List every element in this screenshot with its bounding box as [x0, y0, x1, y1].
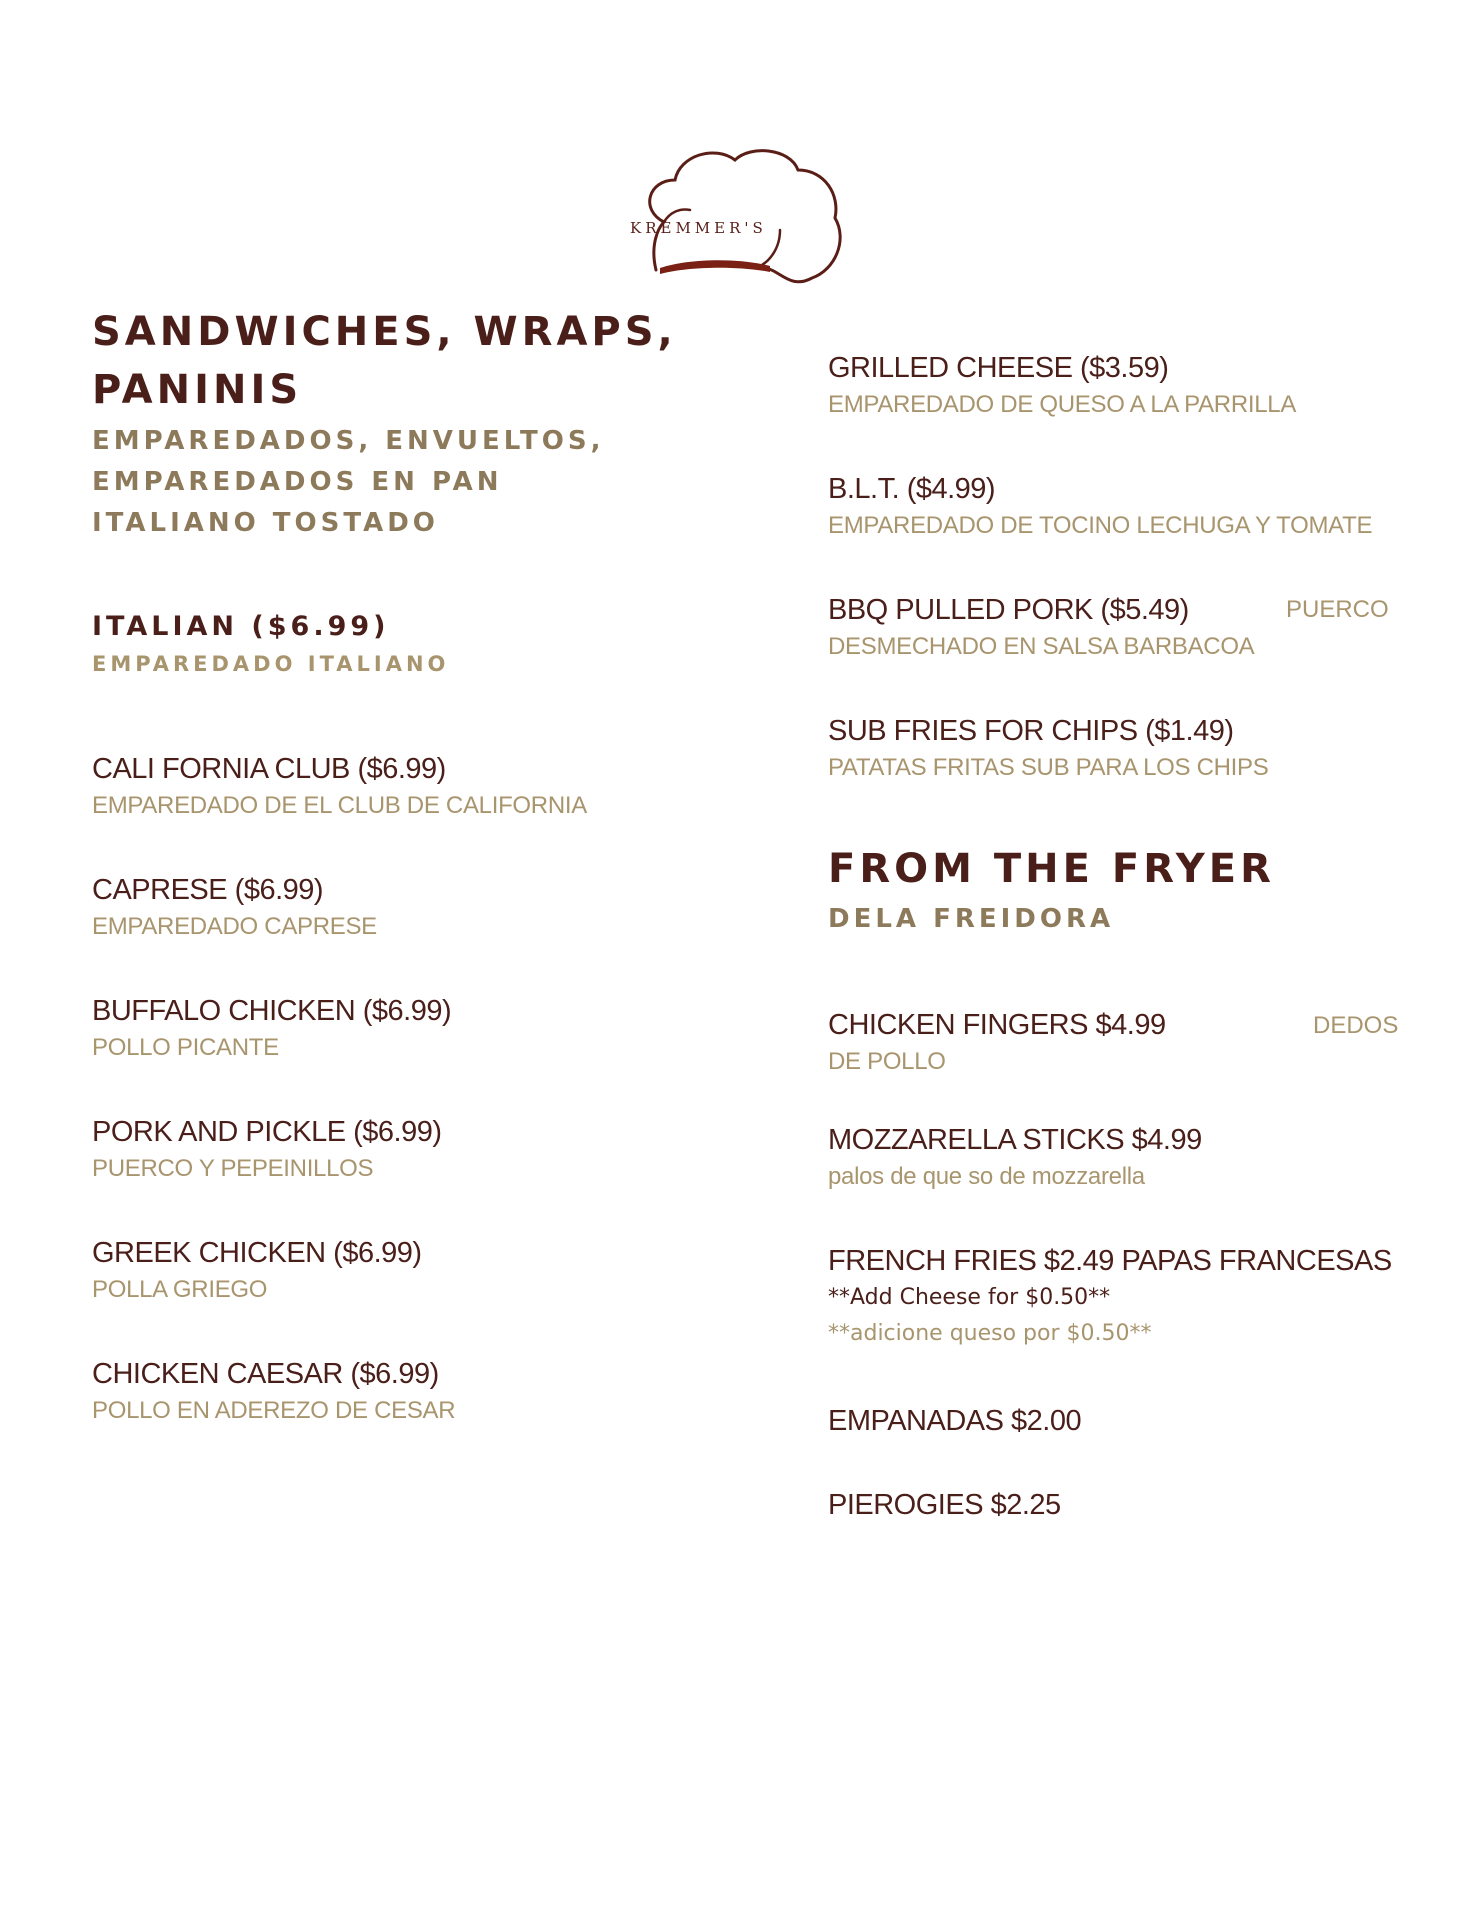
menu-item	[828, 1242, 1392, 1352]
menu-item	[828, 712, 1268, 786]
item-translation: POLLO PICANTE	[92, 1034, 279, 1061]
item-translation-aside: PUERCO	[1286, 596, 1389, 623]
section-title-sandwiches-line2: PANINIS	[92, 367, 303, 413]
menu-item	[92, 608, 449, 682]
menu-item	[828, 470, 1372, 544]
item-name: CAPRESE ($6.99)	[92, 874, 324, 906]
menu-item	[828, 1486, 1061, 1524]
menu-item	[828, 1402, 1081, 1440]
menu-item	[92, 1355, 455, 1429]
item-name: CALI FORNIA CLUB ($6.99)	[92, 753, 446, 785]
section-subtitle-line2: EMPAREDADOS EN PAN	[92, 467, 503, 497]
item-name: FRENCH FRIES $2.49 PAPAS FRANCESAS	[828, 1245, 1392, 1277]
item-name: B.L.T. ($4.99)	[828, 473, 996, 505]
item-translation: DE POLLO	[828, 1048, 946, 1075]
item-name: GREEK CHICKEN ($6.99)	[92, 1237, 422, 1269]
item-translation: EMPAREDADO DE TOCINO LECHUGA Y TOMATE	[828, 512, 1373, 539]
item-translation: EMPAREDADO CAPRESE	[92, 913, 377, 940]
section-subtitle-line3: ITALIANO TOSTADO	[92, 508, 439, 538]
item-translation: EMPAREDADO DE EL CLUB DE CALIFORNIA	[92, 792, 587, 819]
menu-item	[92, 1113, 442, 1187]
item-name: ITALIAN ($6.99)	[92, 611, 390, 642]
item-name: PORK AND PICKLE ($6.99)	[92, 1116, 442, 1148]
item-translation: EMPAREDADO DE QUESO A LA PARRILLA	[828, 391, 1297, 418]
logo-text: KREMMER'S	[630, 219, 767, 237]
item-translation: **adicione queso por $0.50**	[828, 1321, 1152, 1346]
item-name: CHICKEN CAESAR ($6.99)	[92, 1358, 439, 1390]
menu-item	[92, 750, 587, 824]
section-title-fryer: FROM THE FRYER	[828, 846, 1275, 892]
item-translation: POLLO EN ADEREZO DE CESAR	[92, 1397, 456, 1424]
item-name: PIEROGIES $2.25	[828, 1489, 1061, 1521]
item-name: EMPANADAS $2.00	[828, 1405, 1082, 1437]
kremmers-logo	[630, 140, 850, 290]
item-translation: PATATAS FRITAS SUB PARA LOS CHIPS	[828, 754, 1269, 781]
item-name: CHICKEN FINGERS $4.99	[828, 1009, 1166, 1041]
item-translation: PUERCO Y PEPEINILLOS	[92, 1155, 374, 1182]
item-translation: palos de que so de mozzarella	[828, 1163, 1145, 1190]
item-name: BBQ PULLED PORK ($5.49)	[828, 594, 1189, 626]
section-subtitle-line1: EMPAREDADOS, ENVUELTOS,	[92, 426, 605, 456]
menu-item	[828, 1006, 1166, 1080]
menu-item	[92, 992, 451, 1066]
item-translation: EMPAREDADO ITALIANO	[92, 652, 450, 676]
item-translation: DESMECHADO EN SALSA BARBACOA	[828, 633, 1255, 660]
section-subtitle-fryer: DELA FREIDORA	[828, 904, 1115, 934]
item-name: SUB FRIES FOR CHIPS ($1.49)	[828, 715, 1234, 747]
menu-item	[92, 1234, 422, 1308]
menu-item	[92, 871, 377, 945]
section-title-sandwiches-line1: SANDWICHES, WRAPS,	[92, 309, 677, 355]
menu-item	[828, 1121, 1202, 1195]
item-name: BUFFALO CHICKEN ($6.99)	[92, 995, 452, 1027]
item-name: MOZZARELLA STICKS $4.99	[828, 1124, 1202, 1156]
item-translation-aside: DEDOS	[1313, 1012, 1399, 1039]
item-name: GRILLED CHEESE ($3.59)	[828, 352, 1169, 384]
menu-item	[828, 349, 1296, 423]
menu-item	[828, 591, 1254, 665]
chef-hat-icon	[630, 140, 850, 290]
item-translation: POLLA GRIEGO	[92, 1276, 268, 1303]
item-note: **Add Cheese for $0.50**	[828, 1285, 1111, 1310]
